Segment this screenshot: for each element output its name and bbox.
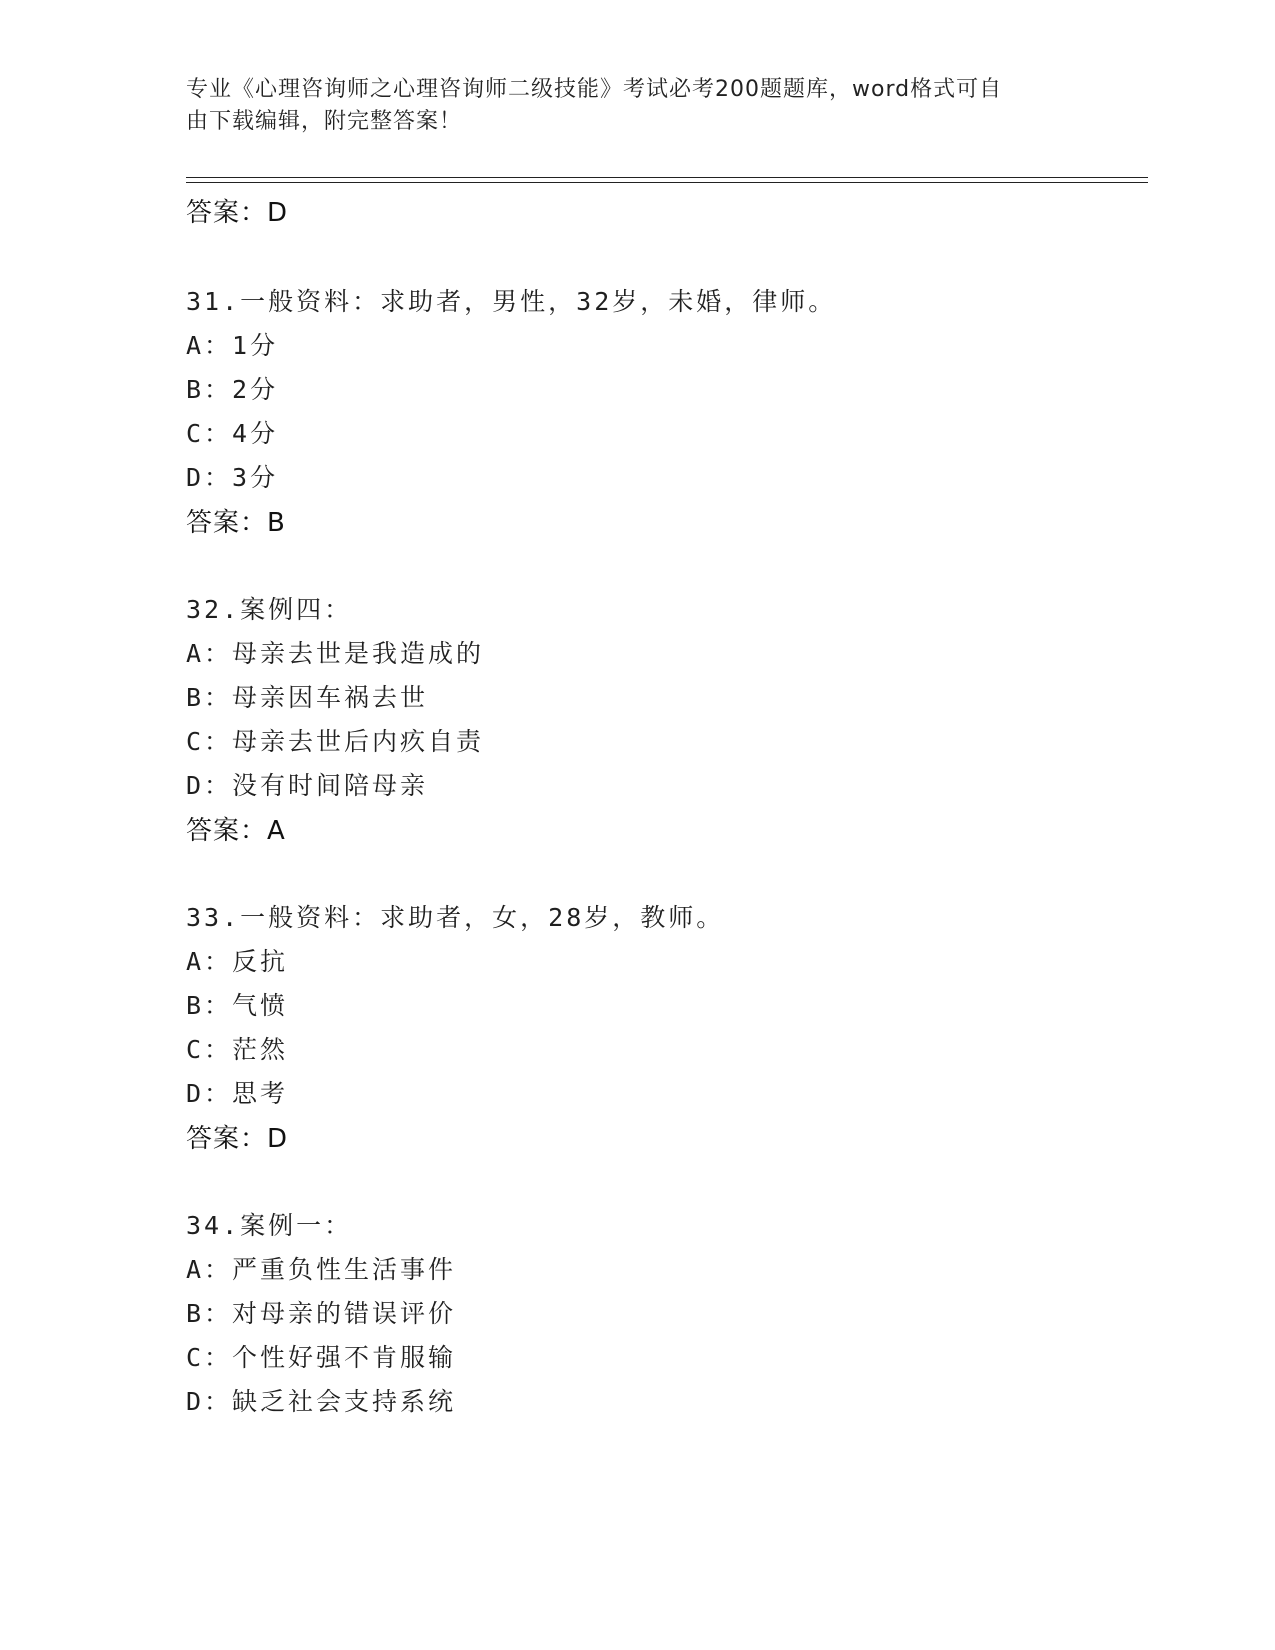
question-34-option-b: B：对母亲的错误评价 <box>186 1299 457 1328</box>
question-31-answer: 答案：B <box>186 508 286 538</box>
header-rule-top <box>186 177 1148 178</box>
header-rule-bottom <box>186 182 1148 183</box>
question-33-option-b: B：气愤 <box>186 991 289 1020</box>
question-32-option-d: D：没有时间陪母亲 <box>186 771 429 800</box>
question-33-option-c: C：茫然 <box>186 1035 289 1064</box>
question-34-option-a: A：严重负性生活事件 <box>186 1255 457 1284</box>
header-line-2: 由下载编辑，附完整答案！ <box>186 109 463 134</box>
question-32-stem: 32.案例四： <box>186 595 353 624</box>
question-34-option-d: D：缺乏社会支持系统 <box>186 1387 457 1416</box>
question-34-option-c: C：个性好强不肯服输 <box>186 1343 457 1372</box>
document-header <box>186 74 1086 138</box>
question-33-answer: 答案：D <box>186 1124 289 1154</box>
question-32-option-c: C：母亲去世后内疚自责 <box>186 727 485 756</box>
question-31-option-a: A：1分 <box>186 331 279 360</box>
question-32-answer: 答案：A <box>186 816 286 846</box>
question-31-option-b: B：2分 <box>186 375 279 404</box>
question-32-option-b: B：母亲因车祸去世 <box>186 683 429 712</box>
answer-previous: 答案：D <box>186 198 289 228</box>
question-33-option-d: D：思考 <box>186 1079 289 1108</box>
question-31-option-d: D：3分 <box>186 463 279 492</box>
header-line-1: 专业《心理咨询师之心理咨询师二级技能》考试必考200题题库，word格式可自 <box>186 77 1003 102</box>
question-32-option-a: A：母亲去世是我造成的 <box>186 639 485 668</box>
question-31-stem: 31.一般资料：求助者，男性，32岁，未婚，律师。 <box>186 287 837 316</box>
question-33-stem: 33.一般资料：求助者，女，28岁，教师。 <box>186 903 725 932</box>
question-31-option-c: C：4分 <box>186 419 279 448</box>
question-33-option-a: A：反抗 <box>186 947 289 976</box>
question-34-stem: 34.案例一： <box>186 1211 353 1240</box>
